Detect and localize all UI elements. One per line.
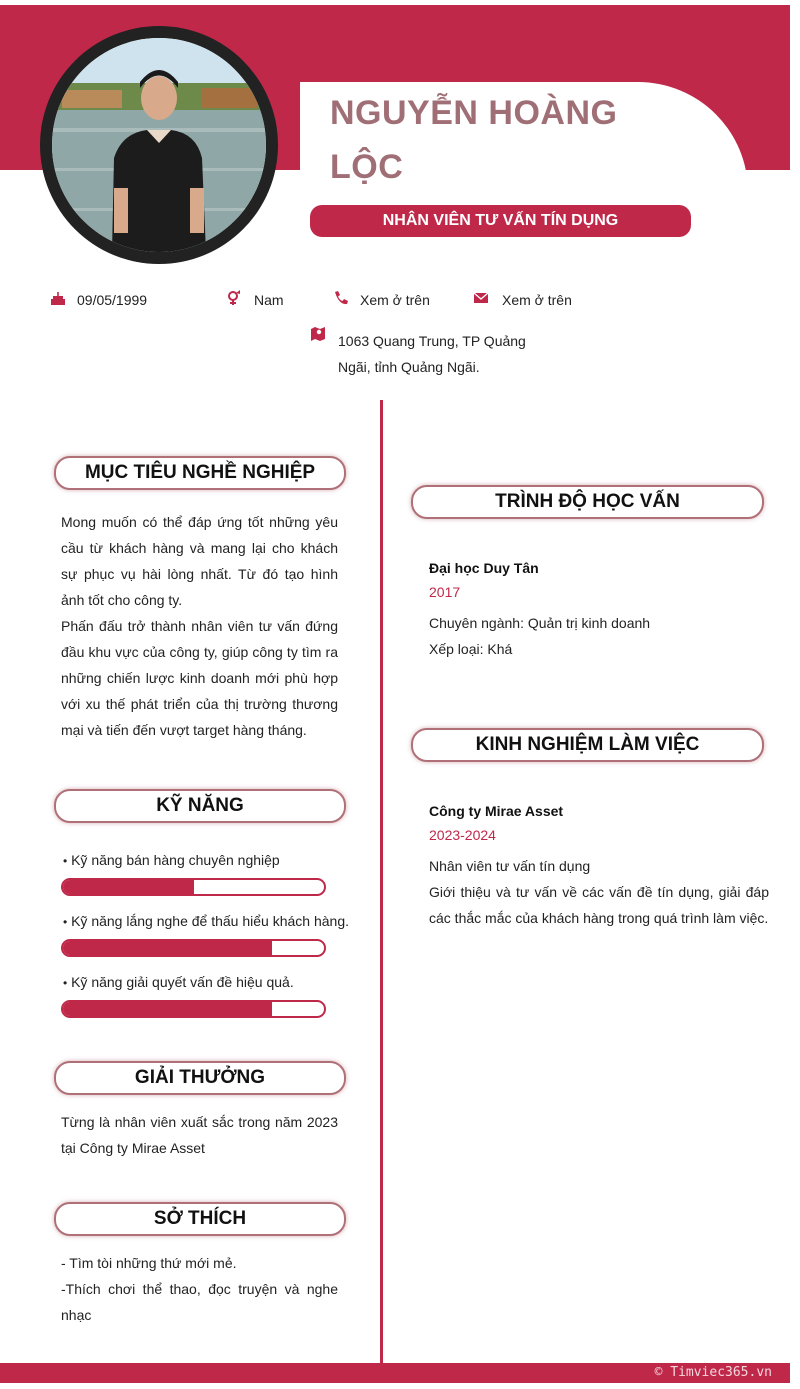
skill-bar bbox=[61, 1000, 326, 1018]
candidate-name: NGUYỄN HOÀNG LỘC bbox=[330, 94, 618, 186]
education-grade: Xếp loại: Khá bbox=[429, 641, 513, 657]
experience-role: Nhân viên tư vấn tín dụng bbox=[429, 858, 591, 874]
skill-item: • Kỹ năng bán hàng chuyên nghiệp bbox=[63, 852, 280, 868]
experience-period: 2023-2024 bbox=[429, 827, 496, 843]
skill-label: Kỹ năng bán hàng chuyên nghiệp bbox=[71, 852, 280, 868]
objective-heading: MỤC TIÊU NGHỀ NGHIỆP bbox=[54, 456, 346, 490]
position-title: NHÂN VIÊN TƯ VẤN TÍN DỤNG bbox=[310, 205, 691, 237]
hobby-line-2: -Thích chơi thể thao, đọc truyện và nghe nhạc bbox=[61, 1281, 338, 1323]
school-name: Đại học Duy Tân bbox=[429, 560, 539, 576]
skill-item: • Kỹ năng lắng nghe để thấu hiểu khách hàng. bbox=[63, 913, 349, 929]
phone-value: Xem ở trên bbox=[360, 292, 430, 308]
column-divider bbox=[380, 400, 383, 1365]
phone-icon bbox=[333, 290, 349, 306]
education-details bbox=[429, 610, 769, 662]
skill-bar-fill bbox=[63, 880, 194, 894]
skills-heading: KỸ NĂNG bbox=[54, 789, 346, 823]
skill-item: • Kỹ năng giải quyết vấn đề hiệu quả. bbox=[63, 974, 294, 990]
experience-description: Giới thiệu và tư vấn về các vấn đề tín dụng, giải đáp các thắc mắc của khách hàng trong quá trình làm việc. bbox=[429, 884, 769, 926]
skill-bar-fill bbox=[63, 941, 272, 955]
objective-paragraph-1: Mong muốn có thể đáp ứng tốt những yêu cầu từ khách hàng và mang lại cho khách sự phục vụ hài lòng nhất. Từ đó tạo hình ảnh tốt cho công ty. bbox=[61, 514, 338, 608]
gender-row bbox=[226, 290, 326, 310]
objective-paragraph-2: Phấn đấu trở thành nhân viên tư vấn đứng đầu khu vực của công ty, giúp công ty tìm ra những chiến lược kinh doanh mới phù hợp với xu thế phát triển của thị trường thương mại và tiến đến vượt target hàng tháng. bbox=[61, 618, 338, 738]
map-icon bbox=[310, 326, 326, 342]
skill-label: Kỹ năng lắng nghe để thấu hiểu khách hàng. bbox=[71, 913, 349, 929]
address-line-2: Ngãi, tỉnh Quảng Ngãi. bbox=[338, 359, 480, 375]
company-name: Công ty Mirae Asset bbox=[429, 803, 564, 819]
awards-text: Từng là nhân viên xuất sắc trong năm 2023 tại Công ty Mirae Asset bbox=[61, 1114, 338, 1156]
footer-copyright: © Timviec365.vn bbox=[654, 1365, 772, 1380]
hobbies-heading: SỞ THÍCH bbox=[54, 1202, 346, 1236]
education-year: 2017 bbox=[429, 584, 461, 600]
objective-text bbox=[61, 509, 338, 743]
skill-bar bbox=[61, 939, 326, 957]
address-row bbox=[310, 326, 550, 376]
awards-heading: GIẢI THƯỞNG bbox=[54, 1061, 346, 1095]
experience-heading: KINH NGHIỆM LÀM VIỆC bbox=[411, 728, 764, 762]
gender-icon bbox=[226, 290, 242, 306]
gender-value: Nam bbox=[254, 292, 284, 308]
address-line-1: 1063 Quang Trung, TP Quảng bbox=[338, 333, 526, 349]
skill-label: Kỹ năng giải quyết vấn đề hiệu quả. bbox=[71, 974, 294, 990]
education-heading: TRÌNH ĐỘ HỌC VẤN bbox=[411, 485, 764, 519]
avatar bbox=[52, 38, 266, 252]
skill-bar bbox=[61, 878, 326, 896]
email-row bbox=[473, 290, 593, 310]
email-value: Xem ở trên bbox=[502, 292, 572, 308]
education-major: Chuyên ngành: Quản trị kinh doanh bbox=[429, 615, 651, 631]
birthday-value: 09/05/1999 bbox=[77, 292, 148, 308]
skill-bar-fill bbox=[63, 1002, 272, 1016]
birthday-row bbox=[50, 290, 210, 310]
hobbies-text bbox=[61, 1250, 338, 1328]
email-icon bbox=[473, 290, 489, 306]
phone-row bbox=[333, 290, 453, 310]
hobby-line-1: - Tìm tòi những thứ mới mẻ. bbox=[61, 1255, 237, 1271]
birthday-cake-icon bbox=[50, 290, 66, 306]
experience-details bbox=[429, 853, 769, 931]
